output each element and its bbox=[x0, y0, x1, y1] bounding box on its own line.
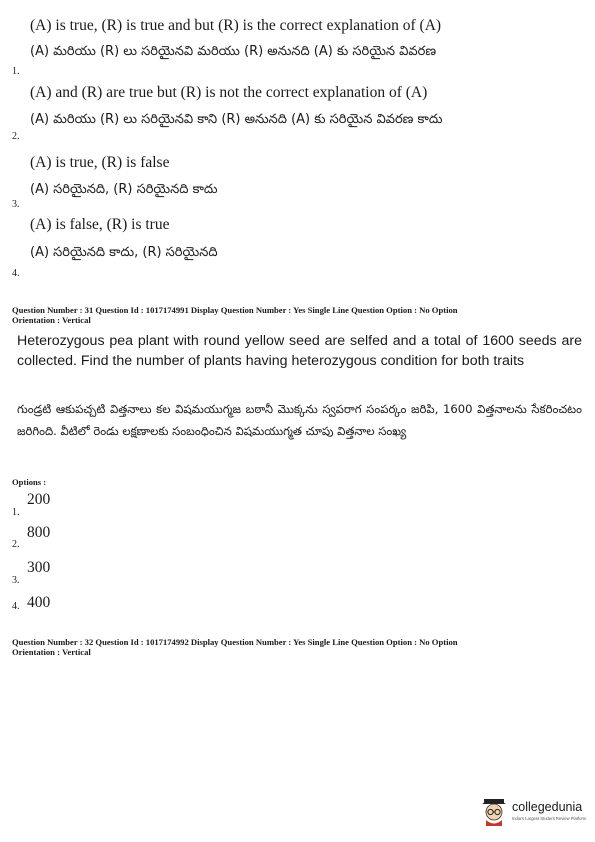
option-2-number: 2. bbox=[12, 131, 20, 142]
option-4-text-en: (A) is false, (R) is true bbox=[30, 216, 170, 233]
option-4-text-te: (A) సరియైనది కాదు, (R) సరియైనది bbox=[30, 245, 218, 260]
option-4-number: 4. bbox=[12, 268, 20, 279]
collegedunia-watermark bbox=[479, 796, 589, 826]
options-label: Options : bbox=[12, 477, 47, 487]
answer-option-1-value: 200 bbox=[27, 491, 51, 508]
answer-option-2-number: 2. bbox=[12, 539, 20, 550]
answer-option-4-value: 400 bbox=[27, 594, 51, 611]
option-2-text-en: (A) and (R) are true but (R) is not the correct explanation of (A) bbox=[30, 84, 428, 101]
question-31-meta bbox=[12, 305, 458, 325]
option-1-text-en: (A) is true, (R) is true and but (R) is the correct explanation of (A) bbox=[30, 17, 442, 34]
brand-tagline: India's Largest Student Review Platform bbox=[512, 816, 587, 821]
answer-option-1-number: 1. bbox=[12, 507, 20, 518]
question-31-meta-line2: Orientation : Vertical bbox=[12, 315, 91, 325]
answer-option-3-number: 3. bbox=[12, 575, 20, 586]
question-31-text-te: గుండ్రటి ఆకుపచ్చటి విత్తనాలు కల విషమయుగ్మజ బఠానీ మొక్కను స్వపరాగ సంపర్కం జరిపి, 1600 విత్తనాలను సేకరించటం జరిగింది. వీటిలో రెండు లక్షణాలకు సంబంధించిన విషమయుగ్మత చూపు విత్తనాల సంఖ్య bbox=[17, 402, 582, 438]
question-32-meta-line2: Orientation : Vertical bbox=[12, 647, 91, 657]
answer-option-3-value: 300 bbox=[27, 559, 51, 576]
option-2-text-te: (A) మరియు (R) లు సరియైనవి కాని (R) అనునది (A) కు సరియైన వివరణ కాదు bbox=[30, 112, 443, 127]
answer-option-2-value: 800 bbox=[27, 524, 51, 541]
mascot-icon bbox=[479, 796, 509, 826]
question-31-text-en: Heterozygous pea plant with round yellow seed are selfed and a total of 1600 seeds are collected. Find the number of plants having heterozygous condition for both traits bbox=[17, 333, 582, 369]
question-31-meta-line1: Question Number : 31 Question Id : 1017174991 Display Question Number : Yes Single Line Question Option : No Option bbox=[12, 305, 458, 315]
question-32-meta-line1: Question Number : 32 Question Id : 1017174992 Display Question Number : Yes Single Line Question Option : No Option bbox=[12, 637, 458, 647]
answer-option-4-number: 4. bbox=[12, 601, 20, 612]
option-3-text-en: (A) is true, (R) is false bbox=[30, 154, 170, 171]
option-1-number: 1. bbox=[12, 66, 20, 77]
option-1-text-te: (A) మరియు (R) లు సరియైనవి మరియు (R) అనునది (A) కు సరియైన వివరణ bbox=[30, 44, 437, 59]
option-3-text-te: (A) సరియైనది, (R) సరియైనది కాదు bbox=[30, 182, 218, 197]
question-32-meta bbox=[12, 637, 458, 657]
brand-name: collegedunia bbox=[512, 800, 583, 814]
option-3-number: 3. bbox=[12, 199, 20, 210]
